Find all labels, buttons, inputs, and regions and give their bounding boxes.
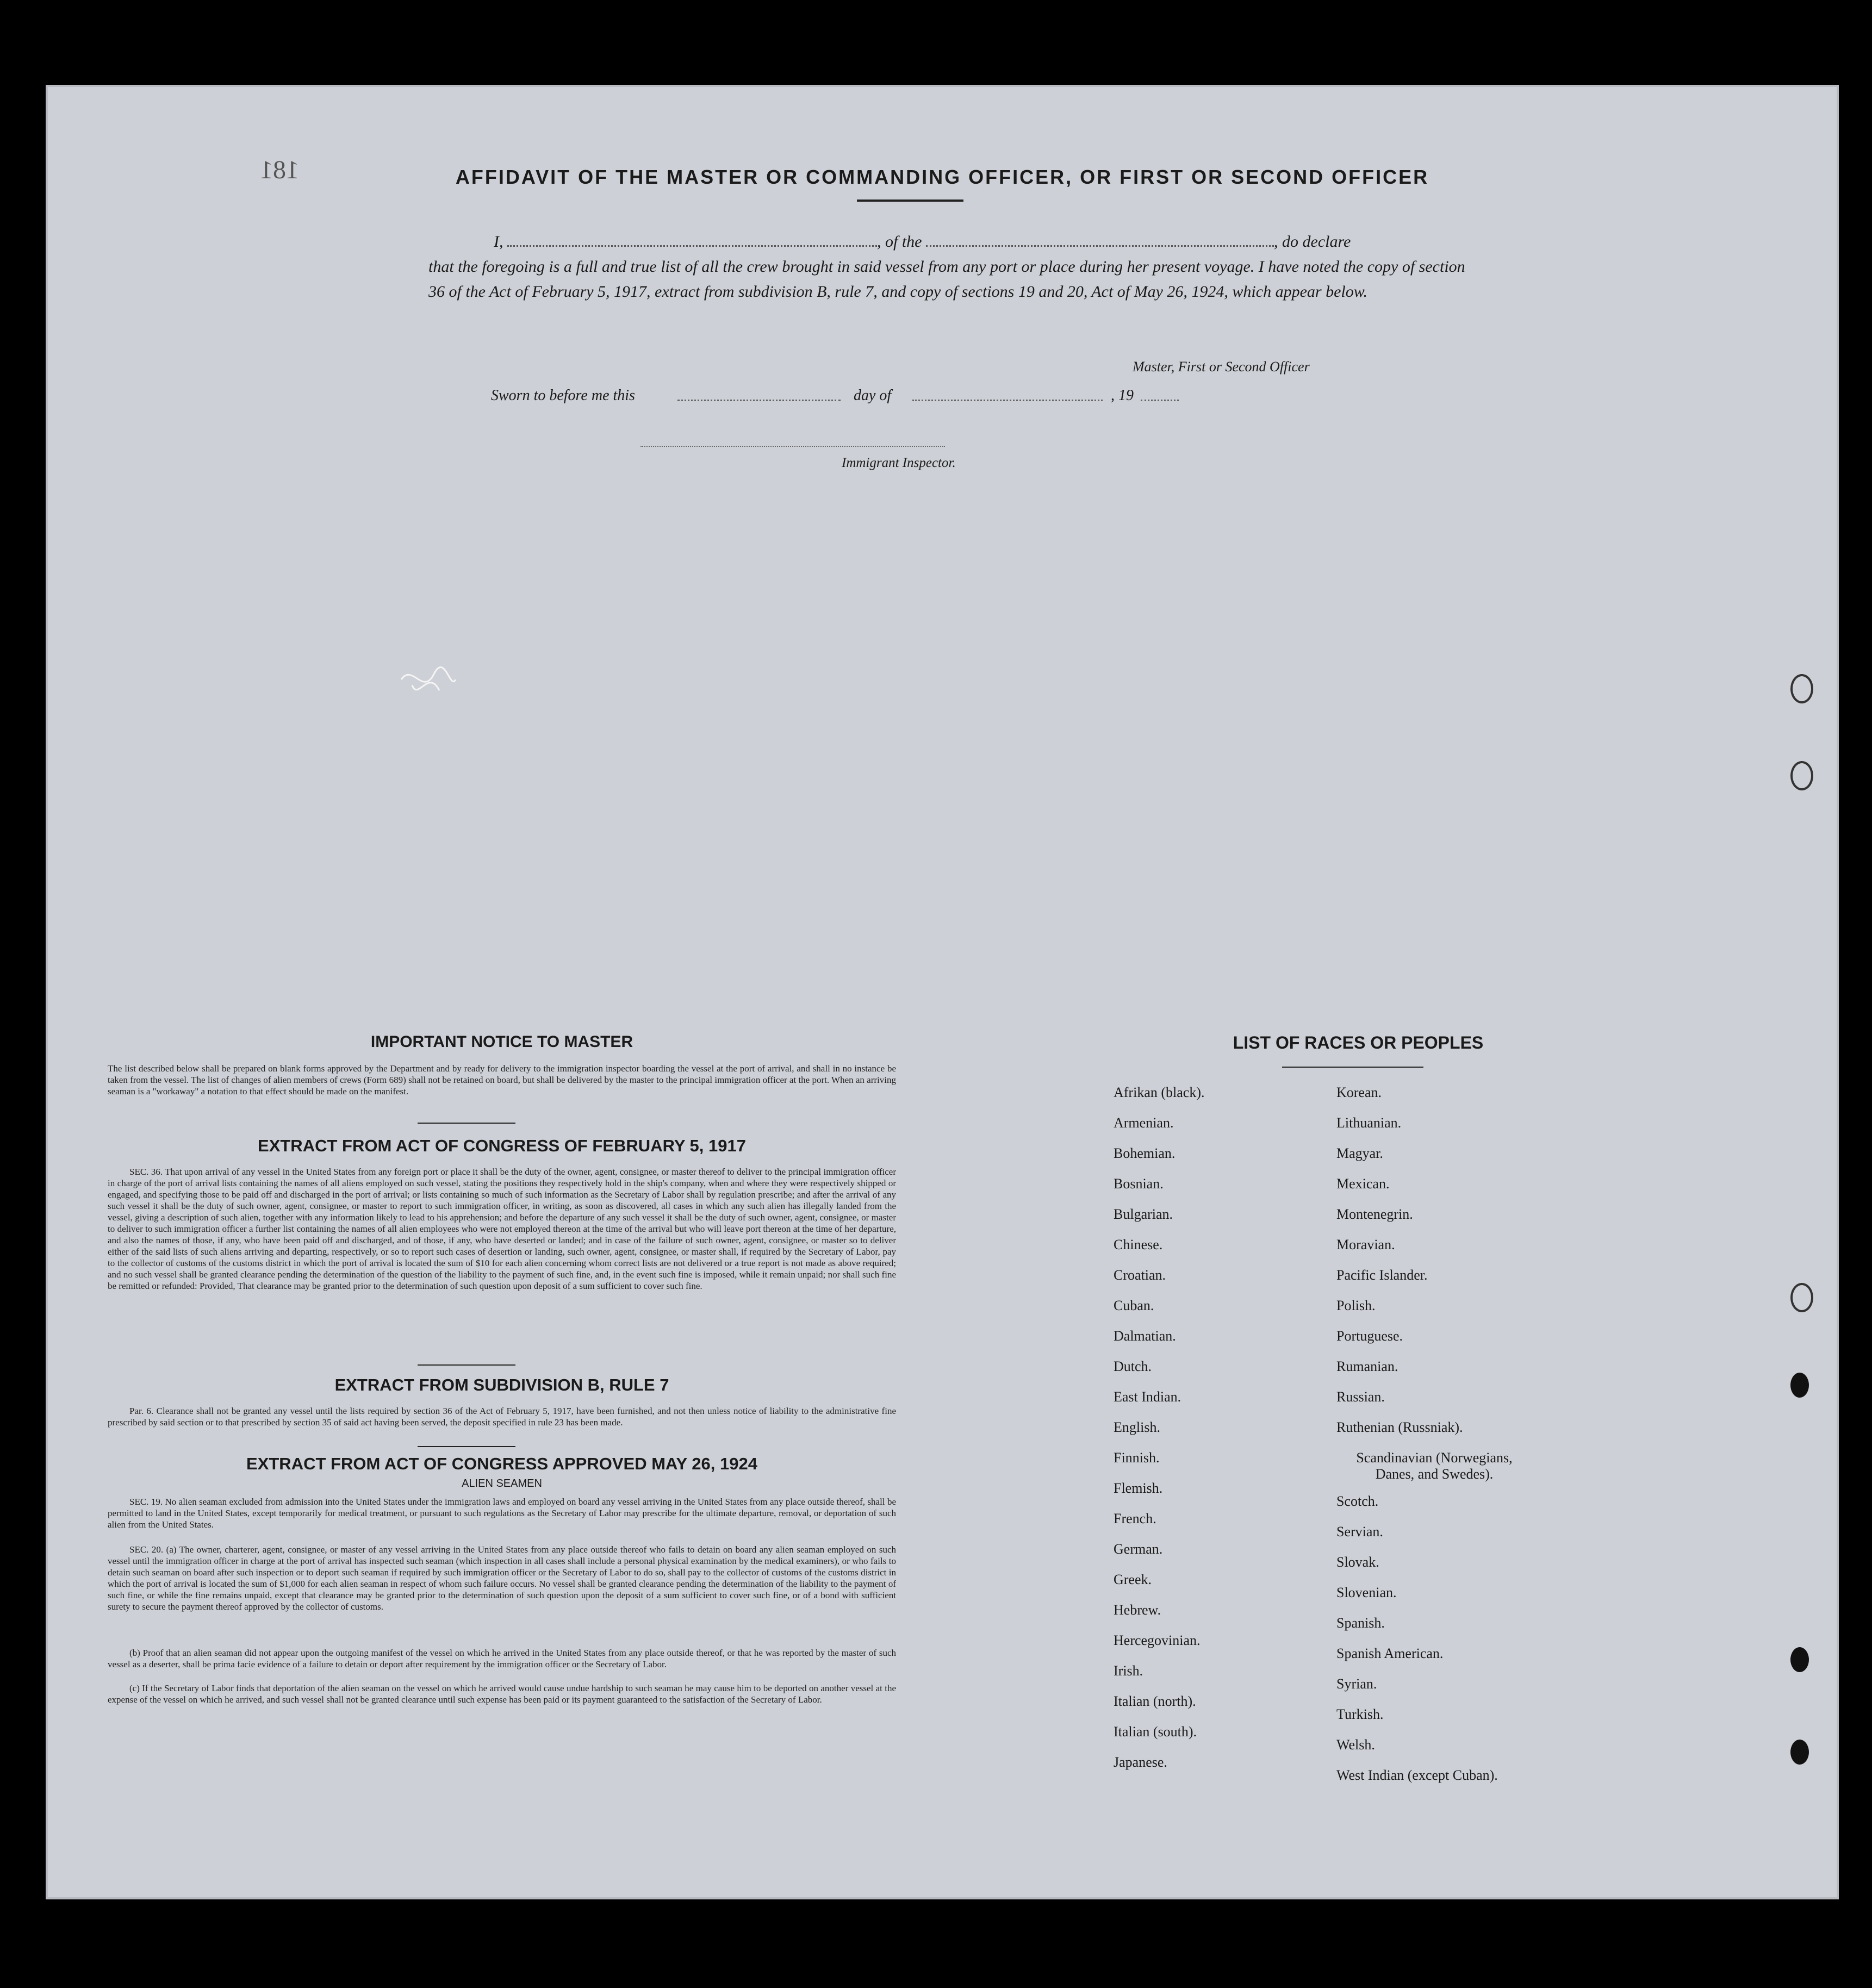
race-item: Moravian. xyxy=(1336,1237,1395,1252)
extract-1917-title: EXTRACT FROM ACT OF CONGRESS OF FEBRUARY 5, 1917 xyxy=(258,1136,746,1155)
race-item: Scotch. xyxy=(1336,1493,1379,1509)
race-item: Italian (south). xyxy=(1114,1724,1197,1740)
divider-1 xyxy=(418,1123,515,1124)
vessel-blank[interactable] xyxy=(926,240,1274,247)
inspector-signature-line xyxy=(640,446,945,447)
punch-hole xyxy=(1790,1373,1809,1398)
rule7-title: EXTRACT FROM SUBDIVISION B, RULE 7 xyxy=(334,1375,669,1394)
day-of-label: day of xyxy=(854,387,892,404)
race-item: Rumanian. xyxy=(1336,1358,1398,1374)
day-blank[interactable] xyxy=(677,400,841,401)
race-item: Russian. xyxy=(1336,1389,1385,1405)
race-item: Servian. xyxy=(1336,1524,1383,1540)
binder-ring xyxy=(1790,674,1813,703)
declare-i: I, xyxy=(494,233,503,251)
race-item: Pacific Islander. xyxy=(1336,1267,1428,1283)
race-item: Afrikan (black). xyxy=(1114,1085,1205,1100)
race-item: Spanish American. xyxy=(1336,1646,1444,1661)
year-blank[interactable] xyxy=(1141,400,1179,401)
race-item: Dutch. xyxy=(1114,1358,1152,1374)
extract-1924-title: EXTRACT FROM ACT OF CONGRESS APPROVED MAY 26, 1924 xyxy=(246,1454,757,1473)
race-item: English. xyxy=(1114,1419,1160,1435)
race-item: Magyar. xyxy=(1336,1145,1383,1161)
notice-body: The list described below shall be prepared on blank forms approved by the Department and by ready for delivery to the immigration inspector boarding the vessel at the port of arrival, and shall in no instance be taken from the vessel. The list of changes of alien members of crews (Form 689) shall not be retained on board, but shall be delivered by the master to the principal immigration officer at the port. When an arriving seaman is a "workaway" a notation to that effect should be made on the manifest. xyxy=(108,1063,896,1096)
race-item: Japanese. xyxy=(1114,1754,1167,1770)
race-item: Bohemian. xyxy=(1114,1145,1176,1161)
race-item: Portuguese. xyxy=(1336,1328,1403,1344)
race-item: Slovenian. xyxy=(1336,1585,1397,1600)
race-item: Cuban. xyxy=(1114,1298,1154,1313)
notice-title: IMPORTANT NOTICE TO MASTER xyxy=(370,1033,633,1051)
race-item: Spanish. xyxy=(1336,1615,1385,1631)
race-item: West Indian (except Cuban). xyxy=(1336,1767,1498,1783)
inspector-label: Immigrant Inspector. xyxy=(842,456,956,470)
binder-ring xyxy=(1790,761,1813,790)
race-item: Bosnian. xyxy=(1114,1176,1164,1192)
race-item: Italian (north). xyxy=(1114,1693,1196,1709)
race-item: Polish. xyxy=(1336,1298,1376,1313)
sec19-body: SEC. 19. No alien seaman excluded from admission into the United States under the immigration laws and employed on board any vessel arriving in the United States from any place outside thereof, shall be permitted to land in the United States, except temporarily for medical treatment, or pursuant to such regulations as the Secretary of Labor may prescribe for the ultimate departure, removal, or deportation of such alien from the United States. xyxy=(108,1497,896,1530)
race-item: Scandinavian (Norwegians, Danes, and Swedes). xyxy=(1356,1450,1513,1482)
declare-of-the: , of the xyxy=(877,233,922,251)
race-item: Greek. xyxy=(1114,1572,1152,1587)
month-blank[interactable] xyxy=(912,400,1103,401)
title-underline xyxy=(857,200,963,202)
race-item: Bulgarian. xyxy=(1114,1206,1173,1222)
sec20c-body: (c) If the Secretary of Labor finds that deportation of the alien seaman on the vessel on which he arrived would cause undue hardship to such seaman he may cause him to be deported on another vessel at the expense of the vessel on which he arrived, and such vessel shall not be granted clearance until such expense has been paid or its payment guaranteed to the satisfaction of the Secretary of Labor. xyxy=(108,1683,896,1705)
page-number: 181 xyxy=(260,155,299,184)
race-item: East Indian. xyxy=(1114,1389,1181,1405)
race-item: Croatian. xyxy=(1114,1267,1166,1283)
divider-3 xyxy=(418,1446,515,1447)
race-item: Hebrew. xyxy=(1114,1602,1161,1618)
race-item: Mexican. xyxy=(1336,1176,1390,1192)
extract-1924-subtitle: ALIEN SEAMEN xyxy=(462,1478,542,1490)
extract-1917-body: SEC. 36. That upon arrival of any vessel in the United States from any foreign port or place it shall be the duty of the owner, agent, consignee, or master thereof to deliver to the principal immigration officer in charge of the port of arrival lists containing the names of all aliens employed on such vessel, stating the positions they respectively hold in the ship's company, when and where they were respectively shipped or engaged, and specifying those to be paid off and discharged in the port of arrival; or lists containing so much of such information as the Secretary of Labor shall by regulation prescribe; and after the arrival of any such vessel it shall be the duty of such owner, agent, consignee, or master to report to such immigration officer, in writing, as soon as discovered, all cases in which any such alien has illegally landed from the vessel, giving a description of such alien, together with any information likely to lead to his apprehension; and before the departure of any such vessel it shall be the duty of such owner, agent, consignee, or master to deliver to such immigration officer a further list containing the names of all alien employees who were not employed thereon at the time of the arrival but who will leave port thereon at the time of her departure, and also the names of those, if any, who have been paid off and discharged, and of those, if any, who have deserted or landed; and in case of the failure of such owner, agent, consignee, or master so to deliver either of the said lists of such aliens arriving and departing, respectively, or so to report such cases of desertion or landing, such owner, agent, consignee, or master shall, if required by the Secretary of Labor, pay to the collector of customs of the customs district in which the port of arrival is located the sum of $10 for each alien concerning whom correct lists are not delivered or a true report is not made as above required; and no such vessel shall be granted clearance pending the determination of the question of the liability to the payment of such fine, and, in the event such fine is imposed, while it remain unpaid; nor shall such fine be remitted or refunded: Provided, That clearance may be granted prior to the determination of such question upon deposit of a sum sufficient to cover such fine. xyxy=(108,1167,896,1291)
race-item: Ruthenian (Russniak). xyxy=(1336,1419,1463,1435)
race-item: Dalmatian. xyxy=(1114,1328,1176,1344)
affidavit-line1 xyxy=(428,229,1472,254)
race-item: Montenegrin. xyxy=(1336,1206,1413,1222)
affidavit-body: that the foregoing is a full and true list of all the crew brought in said vessel from any port or place during her present voyage. I have noted the copy of section 36 of the Act of February 5, 1917, extract from subdivision B, rule 7, and copy of sections 19 and 20, Act of May 26, 1924, which appear below. xyxy=(428,258,1465,301)
document-page xyxy=(48,87,1837,1897)
race-item: Chinese. xyxy=(1114,1237,1163,1252)
races-title-underline xyxy=(1282,1067,1423,1068)
race-item: Welsh. xyxy=(1336,1737,1375,1753)
race-item: Finnish. xyxy=(1114,1450,1160,1466)
binder-ring xyxy=(1790,1283,1813,1312)
declare-declare: , do declare xyxy=(1274,233,1351,251)
year-label: , 19 xyxy=(1111,387,1134,404)
race-item: Slovak. xyxy=(1336,1554,1379,1570)
ink-smudge xyxy=(396,658,461,707)
race-item: Armenian. xyxy=(1114,1115,1174,1131)
sec20a-body: SEC. 20. (a) The owner, charterer, agent, consignee, or master of any vessel arriving in the United States from any place outside thereof who fails to detain on board any alien seaman employed on such vessel until the immigration officer in charge at the port of arrival has inspected such seaman (which inspection in all cases shall include a personal physical examination by the medical examiners), or who fails to detain such seaman on board after such inspection or to deport such seaman if required by such immigration officer or the Secretary of Labor to do so, shall pay to the collector of customs of the customs district in which the port of arrival is located the sum of $1,000 for each alien seaman in respect of whom such failure occurs. No vessel shall be granted clearance pending the determination of the liability to the payment of such fine, or while the fine remains unpaid, except that clearance may be granted prior to the determination of such question upon the deposit of a sum sufficient to cover such fine, or of a bond with sufficient surety to secure the payment thereof approved by the collector of customs. xyxy=(108,1544,896,1612)
race-item: Flemish. xyxy=(1114,1480,1163,1496)
race-item: Hercegovinian. xyxy=(1114,1632,1201,1648)
race-item: German. xyxy=(1114,1541,1163,1557)
race-item: Korean. xyxy=(1336,1085,1382,1100)
name-blank[interactable] xyxy=(507,240,877,247)
rule7-body: Par. 6. Clearance shall not be granted any vessel until the lists required by section 36 of the Act of February 5, 1917, have been furnished, and not then unless notice of liability to the administrative fine prescribed by said section or to that prescribed by section 35 of said act having been served, the deposit specified in rule 23 has been made. xyxy=(108,1406,896,1428)
sec20b-body: (b) Proof that an alien seaman did not appear upon the outgoing manifest of the vessel on which he arrived in the United States from any place outside thereof, or that he was reported by the master of such vessel as a deserter, shall be prima facie evidence of a failure to detain or deport after requirement by the immigration officer or the Secretary of Labor. xyxy=(108,1648,896,1669)
officer-label: Master, First or Second Officer xyxy=(1133,359,1310,375)
race-item: Syrian. xyxy=(1336,1676,1377,1692)
race-item: Lithuanian. xyxy=(1336,1115,1402,1131)
races-title: LIST OF RACES OR PEOPLES xyxy=(1233,1033,1484,1052)
punch-hole xyxy=(1790,1647,1809,1672)
race-item: French. xyxy=(1114,1511,1156,1526)
race-item: Irish. xyxy=(1114,1663,1143,1679)
affidavit-title: AFFIDAVIT OF THE MASTER OR COMMANDING OFFICER, OR FIRST OR SECOND OFFICER xyxy=(455,166,1429,188)
divider-2 xyxy=(418,1364,515,1366)
sworn-label: Sworn to before me this xyxy=(491,387,635,404)
race-item: Turkish. xyxy=(1336,1706,1384,1722)
punch-hole xyxy=(1790,1740,1809,1765)
